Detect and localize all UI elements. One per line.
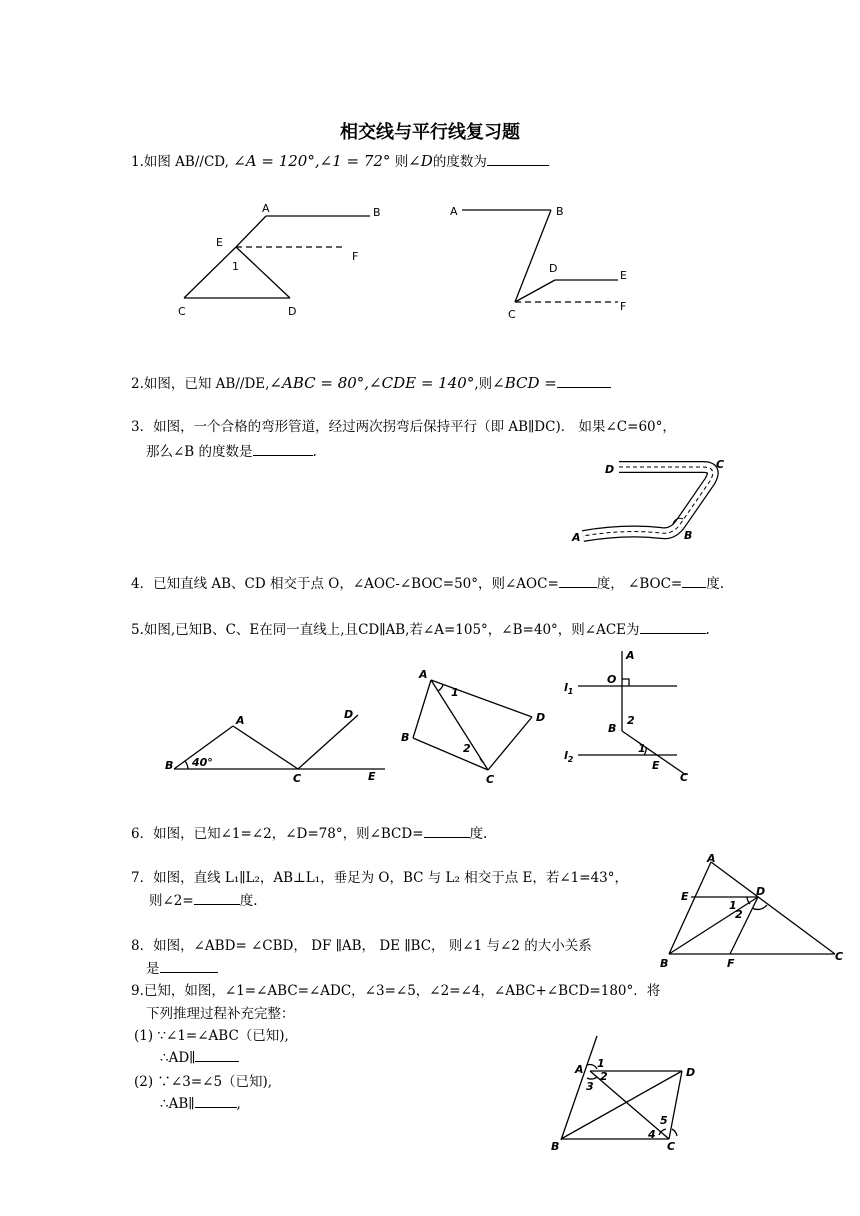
answer-blank-9a[interactable] bbox=[195, 1047, 239, 1062]
fig8-label-a: A bbox=[707, 852, 716, 865]
answer-blank-2[interactable] bbox=[557, 373, 611, 388]
question-8-line-2: 是 bbox=[146, 957, 218, 977]
fig1a-label-a: A bbox=[262, 202, 270, 215]
figure-1b bbox=[445, 198, 645, 323]
fig3-label-c: C bbox=[716, 458, 725, 471]
figure-3-pipe bbox=[565, 453, 745, 553]
answer-blank-8[interactable] bbox=[160, 958, 218, 973]
question-4: 4．已知直线 AB、CD 相交于点 O，∠AOC-∠BOC=50°，则∠AOC= 度， ∠BOC= 度. bbox=[131, 572, 724, 592]
fig5a-label-b: B bbox=[165, 759, 174, 772]
fig1b-label-a: A bbox=[450, 205, 458, 218]
question-6: 6．如图，已知∠1=∠2，∠D=78°，则∠BCD= 度. bbox=[131, 822, 487, 842]
fig5a-label-40: 40° bbox=[192, 756, 213, 769]
fig5c-label-l1: $l_1$ bbox=[564, 681, 574, 696]
question-9-line-2: 下列推理过程补充完整： bbox=[146, 1006, 295, 1022]
fig8-label-1: 1 bbox=[729, 899, 737, 912]
fig1a-label-d: D bbox=[288, 305, 297, 318]
fig5c-label-1: 1 bbox=[638, 742, 646, 755]
fig9-label-1: 1 bbox=[597, 1057, 605, 1070]
answer-blank-4b[interactable] bbox=[682, 573, 706, 588]
fig9-label-b: B bbox=[551, 1140, 560, 1153]
question-9-step-2-conclusion: ∴AB∥ , bbox=[160, 1093, 241, 1112]
question-5: 5.如图,已知B、C、E在同一直线上,且CD∥AB,若∠A=105°，∠B=40°，则∠ACE为 . bbox=[131, 618, 710, 638]
fig5b-label-c: C bbox=[486, 773, 495, 786]
fig5c-label-a: A bbox=[626, 649, 635, 662]
fig1b-label-f: F bbox=[620, 300, 627, 313]
question-7-line-2: 则∠2= 度. bbox=[149, 889, 258, 909]
figure-1a bbox=[170, 198, 390, 323]
fig9-label-2: 2 bbox=[600, 1070, 608, 1083]
fig9-label-3: 3 bbox=[586, 1080, 594, 1093]
fig1b-label-c: C bbox=[508, 308, 516, 321]
fig1a-label-1: 1 bbox=[232, 260, 239, 273]
fig1a-label-b: B bbox=[373, 206, 381, 219]
fig5c-label-c: C bbox=[680, 771, 689, 784]
figure-5b bbox=[395, 666, 550, 788]
fig3-label-d: D bbox=[605, 463, 615, 476]
fig5b-label-b: B bbox=[401, 731, 410, 744]
figure-9 bbox=[545, 1035, 705, 1153]
fig1b-label-e: E bbox=[620, 269, 627, 282]
question-9-step-2: (2) ∵∠3=∠5（已知), bbox=[134, 1074, 273, 1090]
fig3-label-a: A bbox=[572, 531, 581, 544]
fig1a-label-c: C bbox=[178, 305, 186, 318]
fig5c-label-2: 2 bbox=[627, 714, 635, 727]
fig5a-label-a: A bbox=[236, 714, 245, 727]
fig9-label-a: A bbox=[575, 1063, 584, 1076]
fig8-label-d: D bbox=[756, 885, 766, 898]
fig8-label-c: C bbox=[835, 950, 844, 963]
fig5b-label-2: 2 bbox=[463, 742, 471, 755]
fig5b-label-1: 1 bbox=[451, 686, 459, 699]
fig8-label-2: 2 bbox=[735, 908, 743, 921]
question-3-line-1: 3．如图，一个合格的弯形管道，经过两次拐弯后保持平行（即 AB∥DC)． 如果∠C=60°， bbox=[131, 419, 676, 435]
fig5c-label-e: E bbox=[652, 759, 660, 772]
fig5a-label-e: E bbox=[368, 770, 376, 783]
fig5b-label-a: A bbox=[419, 668, 428, 681]
answer-blank-1[interactable] bbox=[487, 151, 549, 166]
question-3-line-2: 那么∠B 的度数是 . bbox=[146, 440, 317, 460]
fig1b-label-b: B bbox=[556, 205, 564, 218]
fig5c-label-b: B bbox=[608, 722, 617, 735]
question-7-line-1: 7．如图，直线 L₁∥L₂，AB⊥L₁，垂足为 O，BC 与 L₂ 相交于点 E，若∠1=43°， bbox=[131, 870, 629, 886]
question-9-step-1-conclusion: ∴AD∥ bbox=[160, 1047, 239, 1066]
question-2: 2.如图，已知 AB//DE,∠ABC = 80°,∠CDE = 140°,则∠BCD = bbox=[131, 372, 611, 392]
answer-blank-7[interactable] bbox=[194, 890, 240, 905]
fig9-label-c: C bbox=[667, 1140, 676, 1153]
fig1a-label-f: F bbox=[352, 250, 359, 263]
figure-8 bbox=[655, 852, 850, 972]
fig9-label-5: 5 bbox=[660, 1114, 668, 1127]
question-9-step-1: (1) ∵∠1=∠ABC（已知), bbox=[134, 1028, 289, 1044]
fig8-label-f: F bbox=[727, 957, 735, 970]
fig5c-label-o: O bbox=[607, 673, 617, 686]
answer-blank-6[interactable] bbox=[424, 823, 470, 838]
fig1a-label-e: E bbox=[216, 236, 223, 249]
question-1: 1.如图 AB//CD, ∠A = 120°,∠1 = 72° 则∠D的度数为 bbox=[131, 150, 549, 170]
answer-blank-3[interactable] bbox=[253, 441, 313, 456]
page-title: 相交线与平行线复习题 bbox=[340, 122, 520, 143]
answer-blank-9b[interactable] bbox=[195, 1093, 237, 1108]
fig5a-label-c: C bbox=[293, 772, 302, 785]
fig1b-label-d: D bbox=[549, 262, 558, 275]
answer-blank-4a[interactable] bbox=[559, 573, 597, 588]
fig5a-label-d: D bbox=[344, 708, 354, 721]
fig8-label-b: B bbox=[660, 957, 669, 970]
fig5b-label-d: D bbox=[536, 711, 546, 724]
fig9-label-4: 4 bbox=[648, 1128, 656, 1141]
fig5c-label-l2: $l_2$ bbox=[564, 749, 574, 764]
fig3-label-b: B bbox=[684, 529, 693, 542]
fig8-label-e: E bbox=[681, 890, 689, 903]
question-8-line-1: 8．如图，∠ABD= ∠CBD， DF ∥AB， DE ∥BC， 则∠1 与∠2 的大小关系 bbox=[131, 938, 592, 954]
question-9-line-1: 9.已知，如图，∠1=∠ABC=∠ADC，∠3=∠5，∠2=∠4，∠ABC+∠BCD=180°．将 bbox=[131, 983, 661, 999]
fig9-label-d: D bbox=[686, 1066, 696, 1079]
answer-blank-5[interactable] bbox=[640, 619, 706, 634]
figure-5a bbox=[160, 700, 390, 785]
figure-5c bbox=[560, 645, 690, 785]
